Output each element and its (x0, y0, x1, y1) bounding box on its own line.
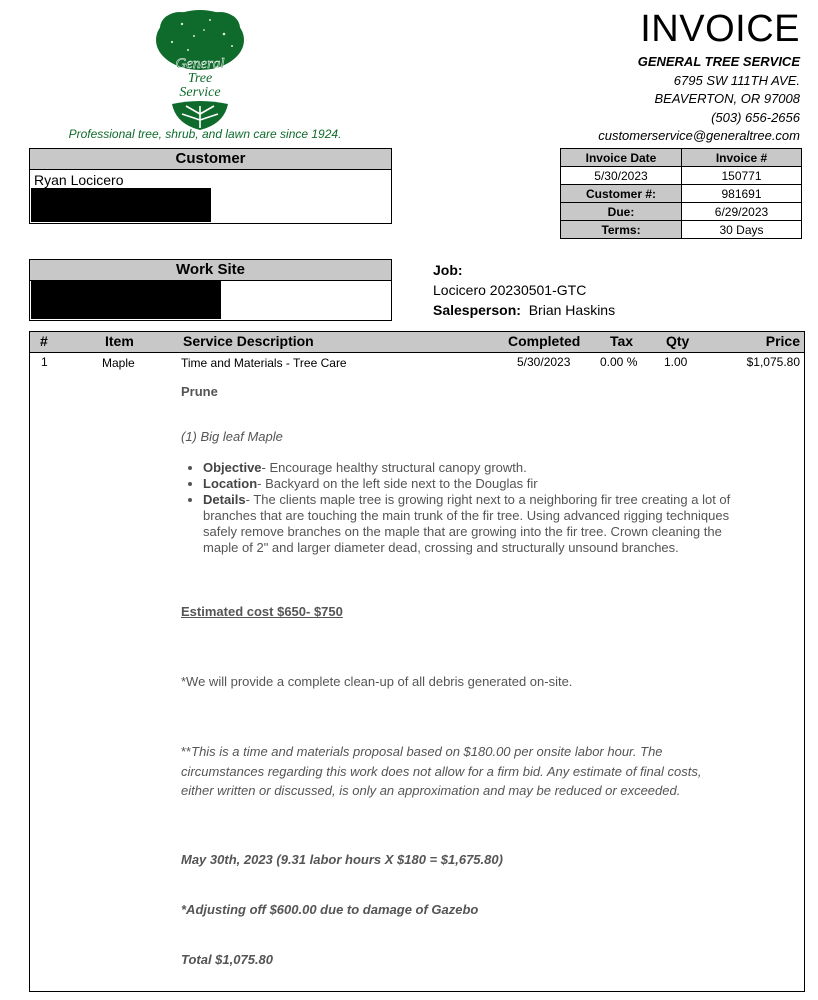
company-phone: (503) 656-2656 (711, 109, 800, 125)
cleanup-text: *We will provide a complete clean-up of all debris generated on-site. (181, 674, 573, 689)
col-number: # (40, 333, 48, 349)
row-completed: 5/30/2023 (517, 355, 571, 369)
invoice-number: 150771 (682, 167, 802, 185)
disclaimer-text (181, 742, 726, 801)
disclaimer-body: This is a time and materials proposal based on $180.00 per onsite labor hour. The circumstances regarding this work does not allow for a firm bid. Any estimate of final costs, either written or discussed, is only an approximation and may be reduced or exceeded. (181, 744, 702, 798)
invoice-number-label: Invoice # (682, 149, 802, 167)
invoice-date-label: Invoice Date (561, 149, 682, 167)
disclaimer-stars: ** (181, 744, 192, 759)
col-tax: Tax (610, 333, 634, 349)
row-number: 1 (41, 355, 48, 369)
invoice-date: 5/30/2023 (561, 167, 682, 185)
estimate-text: Estimated cost $650- $750 (181, 604, 343, 619)
due-date: 6/29/2023 (682, 203, 802, 221)
work-site-header: Work Site (30, 260, 391, 281)
desc-heading: Prune (181, 384, 218, 399)
total-text: Total $1,075.80 (181, 952, 274, 967)
row-qty: 1.00 (664, 355, 688, 369)
list-item (203, 460, 741, 476)
address-line-1: 6795 SW 111TH AVE. (673, 72, 800, 88)
customer-number: 981691 (682, 185, 802, 203)
salesperson-label: Salesperson: (433, 302, 521, 318)
job-info (433, 260, 615, 320)
desc-subheading: (1) Big leaf Maple (181, 429, 283, 444)
objective-text: - Encourage healthy structural canopy growth. (261, 460, 527, 475)
company-name: GENERAL TREE SERVICE (637, 54, 800, 69)
details-label: Details (203, 492, 246, 507)
col-description: Service Description (183, 333, 314, 349)
salesperson-name: Brian Haskins (528, 302, 616, 318)
invoice-meta-table (560, 148, 802, 239)
redacted-work-site (31, 281, 221, 319)
location-text: - Backyard on the left side next to the Douglas fir (257, 476, 538, 491)
redacted-customer-address (31, 188, 211, 222)
customer-number-label: Customer #: (561, 185, 682, 203)
customer-name: Ryan Locicero (34, 172, 124, 188)
due-label: Due: (561, 203, 682, 221)
labor-calculation: May 30th, 2023 (9.31 labor hours X $180 = $1,675.80) (181, 852, 503, 867)
logo-word-3: Service (179, 85, 221, 100)
list-item (203, 492, 741, 556)
adjustment-note: *Adjusting off $600.00 due to damage of Gazebo (181, 902, 479, 917)
row-service: Time and Materials - Tree Care (181, 356, 347, 370)
logo-word-2: Tree (187, 71, 213, 86)
line-items-header (30, 332, 804, 353)
col-price: Price (765, 333, 800, 349)
customer-header: Customer (30, 149, 391, 170)
work-site-box (29, 259, 392, 321)
row-price: $1,075.80 (746, 355, 800, 369)
company-logo (150, 6, 250, 132)
company-email[interactable]: customerservice@generaltree.com (598, 128, 800, 143)
row-item: Maple (102, 356, 135, 370)
address-line-2: BEAVERTON, OR 97008 (654, 91, 800, 106)
line-items-table (29, 331, 805, 992)
tagline: Professional tree, shrub, and lawn care since 1924. (68, 127, 342, 141)
objective-label: Objective (203, 460, 262, 475)
col-qty: Qty (666, 333, 690, 349)
logo-word-1: General (175, 56, 225, 72)
document-title: INVOICE (640, 8, 800, 50)
job-label: Job: (433, 262, 463, 278)
job-value: Locicero 20230501-GTC (433, 282, 587, 298)
col-item: Item (105, 333, 134, 349)
row-tax: 0.00 % (600, 355, 638, 369)
details-text: - The clients maple tree is growing right next to a neighboring fir tree creating a lot of branches that are touching the main trunk of the fir tree. Using advanced rigging techniques safely remove branches on the maple that are growing into the fir tree. Crown cleaning the maple of 2" and larger diameter dead, crossing and structurally unsound branches. (203, 492, 731, 555)
list-item (203, 476, 741, 492)
company-address (598, 53, 800, 146)
location-label: Location (203, 476, 258, 491)
terms-label: Terms: (561, 221, 682, 239)
desc-bullets (181, 460, 741, 556)
col-completed: Completed (508, 333, 581, 349)
terms: 30 Days (682, 221, 802, 239)
customer-box (29, 148, 392, 224)
